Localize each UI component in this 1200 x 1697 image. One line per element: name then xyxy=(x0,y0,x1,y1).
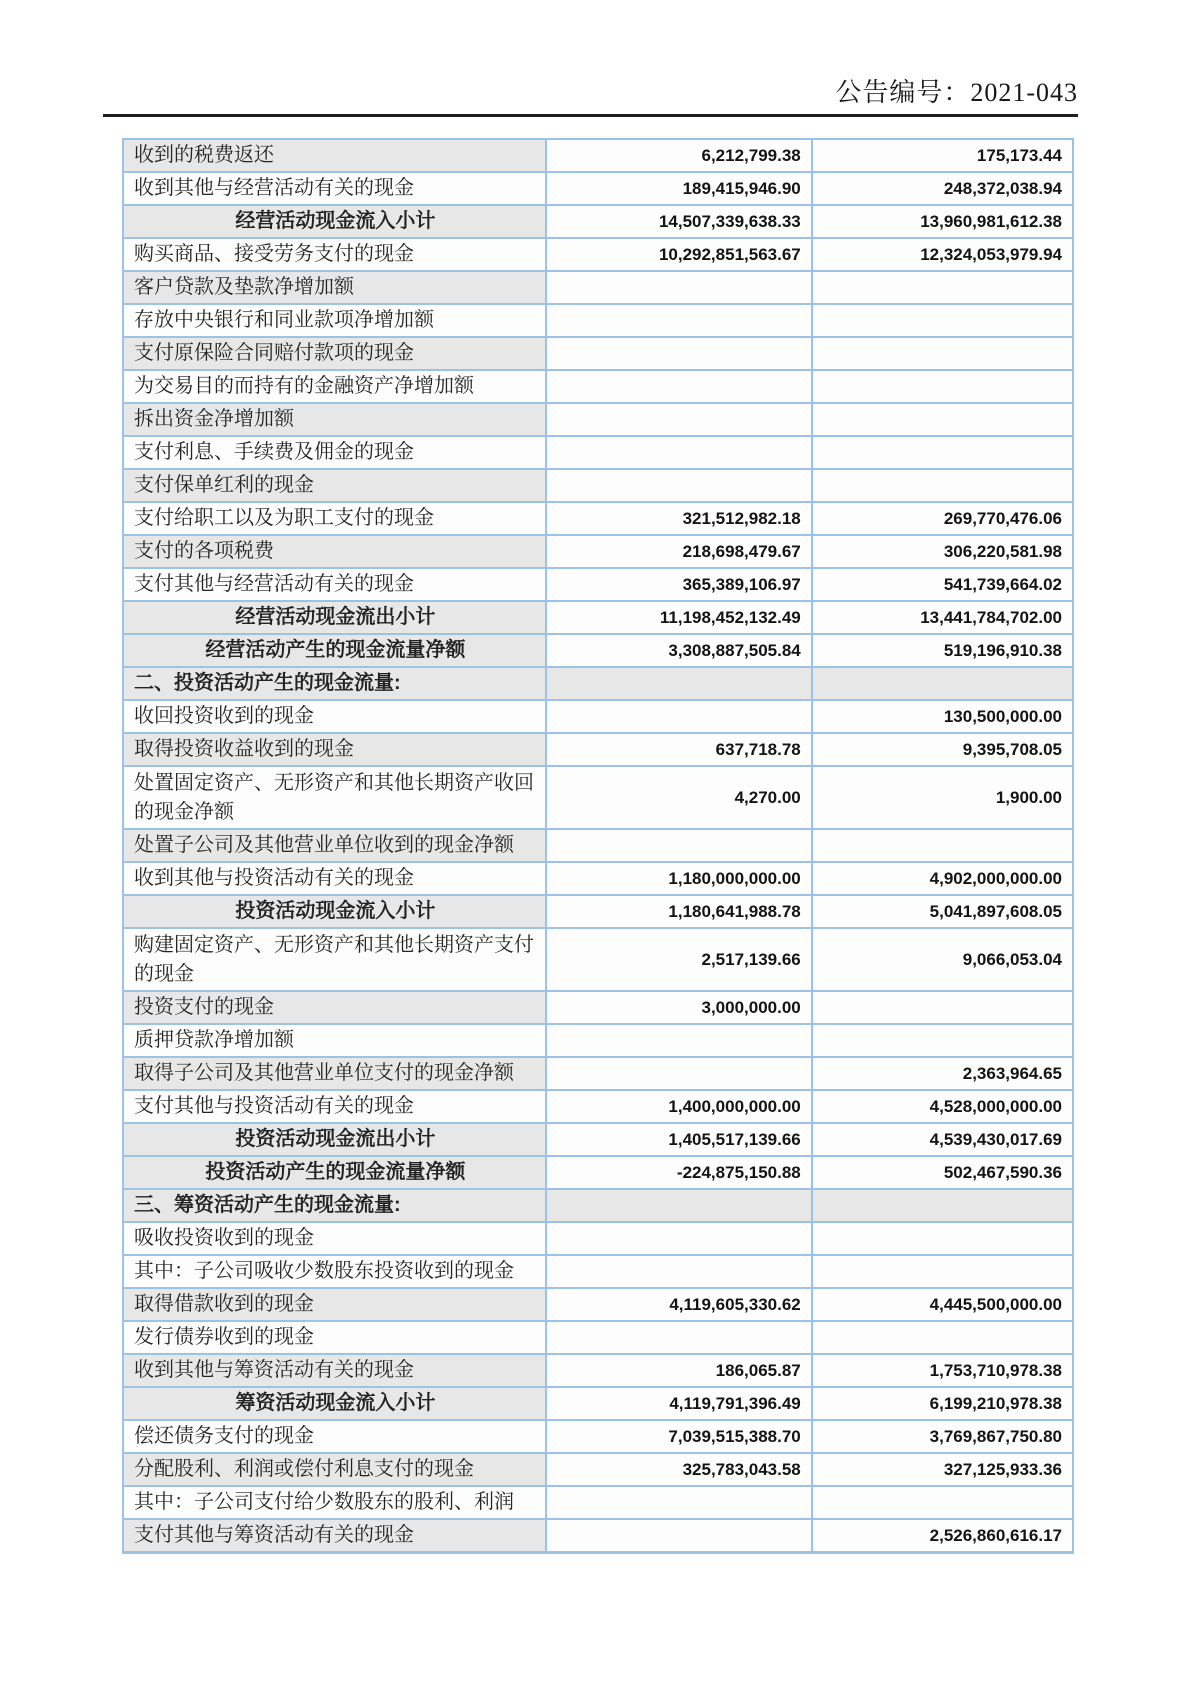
current-period-value xyxy=(546,1222,812,1255)
table-row xyxy=(123,634,1073,667)
table-row xyxy=(123,766,1073,829)
row-item-label: 购建固定资产、无形资产和其他长期资产支付的现金 xyxy=(123,928,546,991)
current-period-value xyxy=(546,1057,812,1090)
current-period-value xyxy=(546,403,812,436)
current-period-value: 321,512,982.18 xyxy=(546,502,812,535)
row-item-label: 收到的税费返还 xyxy=(123,139,546,172)
table-row xyxy=(123,829,1073,862)
table-row xyxy=(123,991,1073,1024)
table-row xyxy=(123,733,1073,766)
prior-period-value xyxy=(812,829,1073,862)
table-row xyxy=(123,1519,1073,1553)
table-row xyxy=(123,535,1073,568)
current-period-value: 11,198,452,132.49 xyxy=(546,601,812,634)
current-period-value xyxy=(546,1486,812,1519)
row-item-label: 收回投资收到的现金 xyxy=(123,700,546,733)
table-row xyxy=(123,337,1073,370)
row-item-label: 收到其他与投资活动有关的现金 xyxy=(123,862,546,895)
prior-period-value: 2,363,964.65 xyxy=(812,1057,1073,1090)
table-row xyxy=(123,568,1073,601)
table-row xyxy=(123,139,1073,172)
prior-period-value xyxy=(812,1189,1073,1222)
current-period-value: 1,400,000,000.00 xyxy=(546,1090,812,1123)
row-item-label: 偿还债务支付的现金 xyxy=(123,1420,546,1453)
cash-flow-table-body xyxy=(123,139,1073,1553)
current-period-value xyxy=(546,1189,812,1222)
table-row xyxy=(123,502,1073,535)
row-item-label: 支付利息、手续费及佣金的现金 xyxy=(123,436,546,469)
row-item-label: 收到其他与筹资活动有关的现金 xyxy=(123,1354,546,1387)
prior-period-value: 2,526,860,616.17 xyxy=(812,1519,1073,1553)
prior-period-value xyxy=(812,469,1073,502)
cash-flow-statement-table xyxy=(122,138,1074,1554)
row-item-label: 质押贷款净增加额 xyxy=(123,1024,546,1057)
current-period-value xyxy=(546,1519,812,1553)
table-row xyxy=(123,862,1073,895)
row-item-label: 取得投资收益收到的现金 xyxy=(123,733,546,766)
table-row xyxy=(123,304,1073,337)
table-row xyxy=(123,1189,1073,1222)
prior-period-value xyxy=(812,1321,1073,1354)
row-item-label: 支付其他与投资活动有关的现金 xyxy=(123,1090,546,1123)
table-row xyxy=(123,928,1073,991)
table-row xyxy=(123,1255,1073,1288)
current-period-value: 365,389,106.97 xyxy=(546,568,812,601)
current-period-value: 637,718.78 xyxy=(546,733,812,766)
prior-period-value: 541,739,664.02 xyxy=(812,568,1073,601)
row-item-label: 拆出资金净增加额 xyxy=(123,403,546,436)
prior-period-value xyxy=(812,337,1073,370)
row-item-label: 客户贷款及垫款净增加额 xyxy=(123,271,546,304)
prior-period-value xyxy=(812,667,1073,700)
row-item-label: 吸收投资收到的现金 xyxy=(123,1222,546,1255)
prior-period-value xyxy=(812,370,1073,403)
current-period-value: 325,783,043.58 xyxy=(546,1453,812,1486)
current-period-value: 4,119,791,396.49 xyxy=(546,1387,812,1420)
prior-period-value xyxy=(812,1024,1073,1057)
current-period-value: 3,000,000.00 xyxy=(546,991,812,1024)
table-row xyxy=(123,205,1073,238)
current-period-value: 7,039,515,388.70 xyxy=(546,1420,812,1453)
prior-period-value: 4,539,430,017.69 xyxy=(812,1123,1073,1156)
table-row xyxy=(123,667,1073,700)
prior-period-value xyxy=(812,1222,1073,1255)
table-row xyxy=(123,1453,1073,1486)
row-item-label: 收到其他与经营活动有关的现金 xyxy=(123,172,546,205)
row-item-label: 三、筹资活动产生的现金流量: xyxy=(123,1189,546,1222)
current-period-value xyxy=(546,304,812,337)
table-row xyxy=(123,700,1073,733)
prior-period-value xyxy=(812,436,1073,469)
row-item-label: 支付给职工以及为职工支付的现金 xyxy=(123,502,546,535)
prior-period-value: 327,125,933.36 xyxy=(812,1453,1073,1486)
table-row xyxy=(123,1420,1073,1453)
current-period-value: 6,212,799.38 xyxy=(546,139,812,172)
table-row xyxy=(123,469,1073,502)
prior-period-value: 9,066,053.04 xyxy=(812,928,1073,991)
prior-period-value xyxy=(812,1255,1073,1288)
table-row xyxy=(123,895,1073,928)
current-period-value: 3,308,887,505.84 xyxy=(546,634,812,667)
prior-period-value: 269,770,476.06 xyxy=(812,502,1073,535)
prior-period-value: 130,500,000.00 xyxy=(812,700,1073,733)
row-item-label: 处置固定资产、无形资产和其他长期资产收回的现金净额 xyxy=(123,766,546,829)
current-period-value: 218,698,479.67 xyxy=(546,535,812,568)
prior-period-value xyxy=(812,271,1073,304)
table-row xyxy=(123,1024,1073,1057)
row-item-label: 支付保单红利的现金 xyxy=(123,469,546,502)
row-item-label: 二、投资活动产生的现金流量: xyxy=(123,667,546,700)
current-period-value xyxy=(546,271,812,304)
current-period-value xyxy=(546,1321,812,1354)
row-item-label: 其中：子公司支付给少数股东的股利、利润 xyxy=(123,1486,546,1519)
table-row xyxy=(123,601,1073,634)
table-row xyxy=(123,172,1073,205)
table-row xyxy=(123,1354,1073,1387)
current-period-value: -224,875,150.88 xyxy=(546,1156,812,1189)
row-item-label: 发行债券收到的现金 xyxy=(123,1321,546,1354)
table-row xyxy=(123,1057,1073,1090)
row-item-label: 取得子公司及其他营业单位支付的现金净额 xyxy=(123,1057,546,1090)
prior-period-value: 3,769,867,750.80 xyxy=(812,1420,1073,1453)
current-period-value xyxy=(546,1255,812,1288)
table-row xyxy=(123,436,1073,469)
prior-period-value: 248,372,038.94 xyxy=(812,172,1073,205)
prior-period-value: 306,220,581.98 xyxy=(812,535,1073,568)
table-row xyxy=(123,370,1073,403)
table-row xyxy=(123,1123,1073,1156)
current-period-value xyxy=(546,1024,812,1057)
current-period-value: 186,065.87 xyxy=(546,1354,812,1387)
table-row xyxy=(123,1486,1073,1519)
current-period-value xyxy=(546,469,812,502)
prior-period-value: 519,196,910.38 xyxy=(812,634,1073,667)
row-item-label: 支付原保险合同赔付款项的现金 xyxy=(123,337,546,370)
prior-period-value: 13,960,981,612.38 xyxy=(812,205,1073,238)
prior-period-value: 5,041,897,608.05 xyxy=(812,895,1073,928)
row-item-label: 经营活动产生的现金流量净额 xyxy=(123,634,546,667)
current-period-value: 189,415,946.90 xyxy=(546,172,812,205)
current-period-value: 4,119,605,330.62 xyxy=(546,1288,812,1321)
prior-period-value: 4,902,000,000.00 xyxy=(812,862,1073,895)
current-period-value xyxy=(546,700,812,733)
row-item-label: 支付其他与筹资活动有关的现金 xyxy=(123,1519,546,1553)
table-row xyxy=(123,1288,1073,1321)
current-period-value: 14,507,339,638.33 xyxy=(546,205,812,238)
table-row xyxy=(123,238,1073,271)
prior-period-value: 4,445,500,000.00 xyxy=(812,1288,1073,1321)
table-row xyxy=(123,1090,1073,1123)
row-item-label: 筹资活动现金流入小计 xyxy=(123,1387,546,1420)
prior-period-value: 1,753,710,978.38 xyxy=(812,1354,1073,1387)
current-period-value: 10,292,851,563.67 xyxy=(546,238,812,271)
row-item-label: 支付的各项税费 xyxy=(123,535,546,568)
row-item-label: 为交易目的而持有的金融资产净增加额 xyxy=(123,370,546,403)
table-row xyxy=(123,1321,1073,1354)
current-period-value xyxy=(546,829,812,862)
prior-period-value xyxy=(812,304,1073,337)
prior-period-value xyxy=(812,991,1073,1024)
prior-period-value: 12,324,053,979.94 xyxy=(812,238,1073,271)
table-row xyxy=(123,1387,1073,1420)
row-item-label: 分配股利、利润或偿付利息支付的现金 xyxy=(123,1453,546,1486)
row-item-label: 投资活动现金流入小计 xyxy=(123,895,546,928)
prior-period-value: 6,199,210,978.38 xyxy=(812,1387,1073,1420)
current-period-value: 1,405,517,139.66 xyxy=(546,1123,812,1156)
current-period-value: 1,180,000,000.00 xyxy=(546,862,812,895)
row-item-label: 投资活动产生的现金流量净额 xyxy=(123,1156,546,1189)
table-row xyxy=(123,271,1073,304)
row-item-label: 处置子公司及其他营业单位收到的现金净额 xyxy=(123,829,546,862)
current-period-value xyxy=(546,436,812,469)
current-period-value: 4,270.00 xyxy=(546,766,812,829)
row-item-label: 支付其他与经营活动有关的现金 xyxy=(123,568,546,601)
row-item-label: 经营活动现金流入小计 xyxy=(123,205,546,238)
prior-period-value: 1,900.00 xyxy=(812,766,1073,829)
prior-period-value: 502,467,590.36 xyxy=(812,1156,1073,1189)
current-period-value xyxy=(546,370,812,403)
prior-period-value: 175,173.44 xyxy=(812,139,1073,172)
current-period-value xyxy=(546,667,812,700)
row-item-label: 经营活动现金流出小计 xyxy=(123,601,546,634)
current-period-value xyxy=(546,337,812,370)
row-item-label: 购买商品、接受劳务支付的现金 xyxy=(123,238,546,271)
notice-number: 公告编号：2021-043 xyxy=(835,78,1078,107)
table-row xyxy=(123,1156,1073,1189)
prior-period-value xyxy=(812,403,1073,436)
row-item-label: 其中：子公司吸收少数股东投资收到的现金 xyxy=(123,1255,546,1288)
table-row xyxy=(123,403,1073,436)
row-item-label: 投资活动现金流出小计 xyxy=(123,1123,546,1156)
prior-period-value: 13,441,784,702.00 xyxy=(812,601,1073,634)
prior-period-value: 9,395,708.05 xyxy=(812,733,1073,766)
header-divider xyxy=(103,114,1078,117)
table-row xyxy=(123,1222,1073,1255)
row-item-label: 投资支付的现金 xyxy=(123,991,546,1024)
current-period-value: 2,517,139.66 xyxy=(546,928,812,991)
row-item-label: 取得借款收到的现金 xyxy=(123,1288,546,1321)
current-period-value: 1,180,641,988.78 xyxy=(546,895,812,928)
prior-period-value: 4,528,000,000.00 xyxy=(812,1090,1073,1123)
prior-period-value xyxy=(812,1486,1073,1519)
row-item-label: 存放中央银行和同业款项净增加额 xyxy=(123,304,546,337)
